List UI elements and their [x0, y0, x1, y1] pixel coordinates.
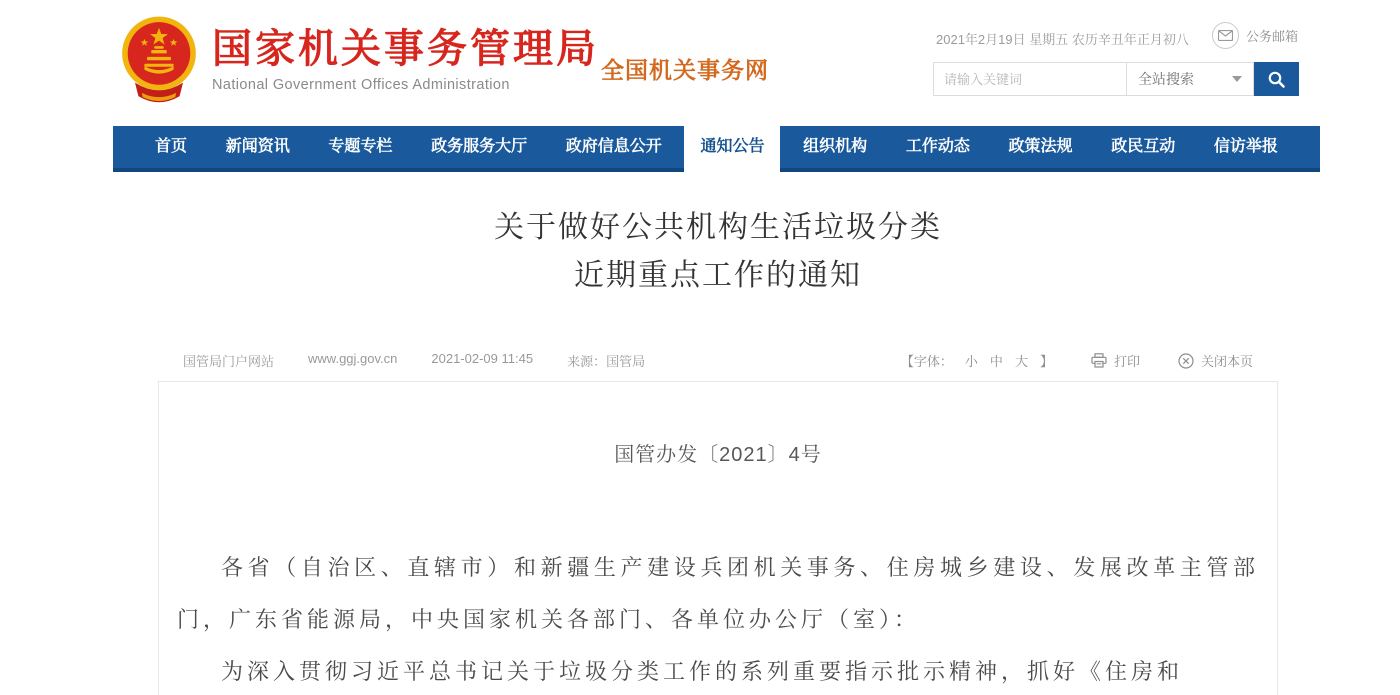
magnifier-icon — [1267, 70, 1286, 89]
circle-x-icon — [1178, 353, 1194, 369]
national-emblem-logo — [116, 14, 202, 110]
document-number: 国管办发〔2021〕4号 — [614, 444, 822, 466]
article-paragraph: 各省（自治区、直辖市）和新疆生产建设兵团机关事务、住房城乡建设、发展改革主管部门，广东省能源局，中央国家机关各部门、各单位办公厅（室）： — [177, 555, 1259, 632]
search-button[interactable] — [1254, 62, 1299, 96]
article-body — [177, 542, 1259, 695]
nav-item-home[interactable]: 首页 — [155, 138, 188, 155]
meta-source: 来源：国管局 — [567, 354, 646, 369]
nav-item-news[interactable]: 新闻资讯 — [225, 138, 290, 155]
date-line: 2021年2月19日 星期五 农历辛丑年正月初八 — [936, 32, 1189, 47]
font-controls-close: 】 — [1039, 354, 1053, 369]
article-paragraph: 为深入贯彻习近平总书记关于垃圾分类工作的系列重要指示批示精神，抓好《住房和 — [221, 659, 1184, 684]
nav-item-policies[interactable]: 政策法规 — [1008, 138, 1073, 155]
main-navigation — [113, 126, 1320, 168]
site-title-en: National Government Offices Administration — [212, 77, 510, 93]
site-title-cn: 国家机关事务管理局 — [212, 27, 599, 71]
envelope-icon — [1212, 22, 1239, 49]
print-button[interactable] — [1091, 351, 1140, 370]
article-meta-left — [183, 351, 645, 370]
nav-item-special-topics[interactable]: 专题专栏 — [328, 138, 393, 155]
close-page-label: 关闭本页 — [1200, 354, 1253, 369]
print-label: 打印 — [1113, 354, 1140, 369]
search-scope-dropdown[interactable] — [1127, 62, 1254, 96]
article-title-line2: 近期重点工作的通知 — [574, 259, 862, 292]
printer-icon — [1091, 353, 1107, 368]
article-meta-row — [158, 351, 1278, 370]
font-size-medium[interactable]: 中 — [989, 354, 1003, 369]
nav-item-work-updates[interactable]: 工作动态 — [905, 138, 970, 155]
font-size-large[interactable]: 大 — [1014, 354, 1028, 369]
meta-site-url: www.ggj.gov.cn — [308, 351, 398, 366]
article-title — [158, 204, 1278, 300]
close-page-button[interactable] — [1178, 351, 1253, 370]
chevron-down-icon — [1232, 76, 1242, 82]
china-national-emblem-icon — [116, 14, 202, 110]
font-controls-open: 【字体： — [900, 354, 953, 369]
article-meta-right — [901, 351, 1253, 370]
nav-item-notices[interactable]: 通知公告 — [684, 126, 780, 184]
site-brand — [212, 26, 599, 93]
nav-item-info-disclosure[interactable]: 政府信息公开 — [565, 138, 662, 155]
nav-item-service-hall[interactable]: 政务服务大厅 — [431, 138, 528, 155]
search-scope-label: 全站搜索 — [1138, 71, 1194, 87]
meta-publish-datetime: 2021-02-09 11:45 — [431, 351, 534, 366]
article-content-box — [158, 381, 1278, 695]
nav-item-petition[interactable]: 信访举报 — [1213, 138, 1278, 155]
nav-item-organization[interactable]: 组织机构 — [803, 138, 868, 155]
nav-item-interaction[interactable]: 政民互动 — [1111, 138, 1176, 155]
mailbox-label: 公务邮箱 — [1246, 29, 1299, 44]
font-size-small[interactable]: 小 — [964, 354, 978, 369]
meta-source-site: 国管局门户网站 — [183, 354, 275, 369]
article-title-line1: 关于做好公共机构生活垃圾分类 — [494, 211, 942, 244]
site-badge: 全国机关事务网 — [601, 57, 769, 83]
official-mailbox-link[interactable] — [1212, 22, 1298, 49]
font-size-controls — [901, 351, 1053, 370]
search-input[interactable] — [933, 62, 1127, 96]
